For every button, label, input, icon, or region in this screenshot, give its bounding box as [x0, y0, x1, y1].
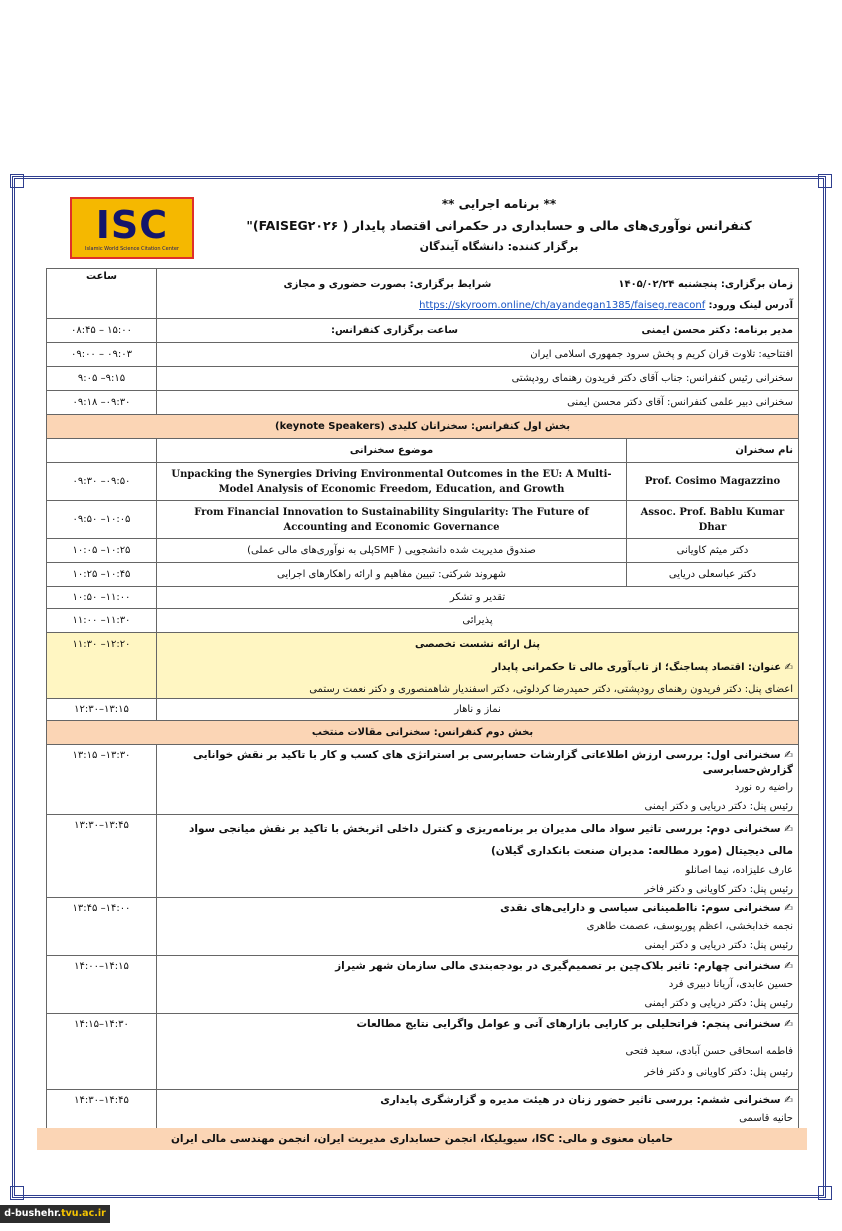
watermark-domain: tvu.ac.ir: [61, 1208, 106, 1219]
frame-corner: [10, 1186, 24, 1200]
row-time: ۱۱:۰۰ –۱۱:۳۰: [47, 609, 157, 633]
table-row: [47, 367, 799, 391]
info-cell: [157, 269, 799, 319]
row-time: [47, 439, 157, 463]
talk-title: بررسی ارزش اطلاعاتی گزارشات حسابرسی بر استراتژی های کسب و کار با تاکید بر نقش خوانایی گزارش‌حسابرسی: [193, 749, 793, 776]
talk-chair: رئیس پنل: دکتر کاویانی و دکتر فاخر: [644, 1067, 793, 1078]
talk-authors: راضیه ره نورد: [734, 782, 793, 793]
row-time: ۱۴:۳۰–۱۴:۴۵: [47, 1090, 157, 1150]
speaker-name: Prof. Cosimo Magazzino: [627, 463, 799, 501]
table-row: [47, 563, 799, 587]
talk-row: [47, 815, 799, 898]
row-time: ۱۴:۰۰–۱۴:۱۵: [47, 956, 157, 1014]
row-time: ۱۲:۳۰–۱۳:۱۵: [47, 699, 157, 721]
conference-date: زمان برگزاری: پنجشنبه ۱۴۰۵/۰۲/۲۴: [618, 278, 793, 290]
row-text: نماز و ناهار: [157, 699, 799, 721]
conference-title: کنفرانس نوآوری‌های مالی و حسابداری در حکمرانی اقتصاد پایدار ( FAISEG۲۰۲۶)": [246, 218, 752, 233]
panel-subject: ✍ عنوان: اقتصاد پساجنگ؛ از تاب‌آوری مالی تا حکمرانی پایدار: [492, 662, 793, 673]
link-label: آدرس لینک ورود:: [708, 299, 793, 311]
conference-hours-label: ساعت برگزاری کنفرانس:: [331, 325, 458, 336]
row-time: ۰۹:۰۰ – ۰۹:۰۳: [47, 343, 157, 367]
logo-text: ISC: [95, 202, 169, 247]
talk-cell: [157, 956, 799, 1014]
row-time: ۱۴:۱۵–۱۴:۳۰: [47, 1014, 157, 1090]
talk-label: ✍ سخنرانی اول:: [706, 749, 793, 761]
frame-corner: [10, 174, 24, 188]
talk-row: [47, 745, 799, 815]
skyroom-link[interactable]: https://skyroom.online/ch/ayandegan1385/faiseg.reaconf: [419, 299, 706, 311]
row-time: ۱۰:۵۰ –۱۱:۰۰: [47, 587, 157, 609]
table-row: [47, 587, 799, 609]
talk-topic: صندوق مدیریت شده دانشجویی ( SMFپلی به نوآوری‌های مالی عملی): [157, 539, 627, 563]
talk-authors: حانیه قاسمی: [739, 1113, 793, 1124]
talk-authors: فاطمه اسحاقی حسن آبادی، سعید فتحی: [625, 1046, 793, 1057]
talk-chair: رئیس پنل: دکتر کاویانی و دکتر فاخر: [644, 884, 793, 895]
talk-label: ✍ سخنرانی ششم:: [696, 1094, 793, 1106]
talk-row: [47, 956, 799, 1014]
table-row: [47, 463, 799, 501]
row-time: ۹:۰۵ –۹:۱۵: [47, 367, 157, 391]
opening-text: افتتاحیه: تلاوت قران کریم و پخش سرود جمهوری اسلامی ایران: [157, 343, 799, 367]
sponsors-bar: حامیان معنوی و مالی: ISC، سیویلیکا، انجمن حسابداری مدیریت ایران، انجمن مهندسی مالی ایران: [37, 1128, 807, 1150]
talk-title: تاثیر بلاک‌چین بر تصمیم‌گیری در بودجه‌بندی مالی سازمان شهر شیراز: [335, 960, 690, 972]
panel-title: پنل ارائه نشست تخصصی: [414, 639, 541, 650]
section2-title: بخش دوم کنفرانس: سخنرانی مقالات منتخب: [47, 721, 799, 745]
program-title: ** برنامه اجرایی **: [441, 197, 557, 211]
conference-conditions: شرایط برگزاری: بصورت حضوری و مجازی: [283, 278, 492, 290]
talk-topic: Unpacking the Synergies Driving Environmental Outcomes in the EU: A Multi-Model Analysis of Economic Freedom, Education, and Growth: [157, 463, 627, 501]
table-row: [47, 391, 799, 415]
row-time: ۱۳:۴۵ –۱۴:۰۰: [47, 898, 157, 956]
row-text: تقدیر و تشکر: [157, 587, 799, 609]
row-text: سخنرانی رئیس کنفرانس: جناب آقای دکتر فریدون رهنمای رودپشتی: [157, 367, 799, 391]
section-header: [47, 721, 799, 745]
panel-row: [47, 633, 799, 699]
talk-chair: رئیس پنل: دکتر دریایی و دکتر ایمنی: [644, 998, 793, 1009]
talk-row: [47, 1014, 799, 1090]
schedule-table: [46, 268, 799, 1150]
talk-title: فراتحلیلی بر کارایی بازارهای آتی و عوامل واگرایی نتایج مطالعات: [356, 1018, 699, 1030]
table-row: [47, 699, 799, 721]
table-row: [47, 319, 799, 343]
talk-authors: عارف علیزاده، نیما اصانلو: [685, 865, 793, 876]
speaker-name: دکتر عباسعلی دریایی: [627, 563, 799, 587]
talk-cell: [157, 1014, 799, 1090]
watermark-prefix: d-bushehr.: [4, 1208, 62, 1219]
isc-logo: [70, 197, 194, 259]
frame-corner: [818, 174, 832, 188]
table-row: [47, 343, 799, 367]
table-header-row: [47, 439, 799, 463]
talk-row: [47, 898, 799, 956]
section-header: [47, 415, 799, 439]
talk-label: ✍ سخنرانی پنجم:: [701, 1018, 793, 1030]
talk-label: ✍ سخنرانی چهارم:: [693, 960, 793, 972]
talk-title: بررسی تاثیر سواد مالی مدیران بر برنامه‌ریزی و کنترل داخلی اثربخش با تاکید بر نقش میانجی سواد مالی دیجیتال (مورد مطالعه: مدیران صنعت بانکداری گیلان): [189, 823, 793, 857]
row-time: ۰۹:۵۰ –۱۰:۰۵: [47, 501, 157, 539]
frame-corner: [818, 1186, 832, 1200]
talk-label: ✍ سخنرانی سوم:: [701, 902, 793, 914]
section1-title: بخش اول کنفرانس: سخنرانان کلیدی (keynote Speakers): [47, 415, 799, 439]
row-time: ۰۸:۴۵ – ۱۵:۰۰: [47, 319, 157, 343]
talk-cell: [157, 898, 799, 956]
talk-label: ✍ سخنرانی دوم:: [706, 823, 793, 835]
row-time: ۱۱:۳۰ –۱۲:۲۰: [47, 633, 157, 699]
info-row: [47, 269, 799, 319]
panel-cell: [157, 633, 799, 699]
row-time: ۰۹:۳۰ –۰۹:۵۰: [47, 463, 157, 501]
row-time: ۰۹:۱۸ –۰۹:۳۰: [47, 391, 157, 415]
speaker-name: Assoc. Prof. Bablu Kumar Dhar: [627, 501, 799, 539]
organizer: برگزار کننده: دانشگاه آیندگان: [419, 240, 579, 253]
talk-authors: نجمه خدابخشی، اعظم پوریوسف، عصمت طاهری: [586, 921, 793, 932]
talk-cell: [157, 815, 799, 898]
speaker-name: دکتر میثم کاویانی: [627, 539, 799, 563]
talk-authors: حسین عابدی، آریانا دبیری فرد: [668, 979, 793, 990]
talk-topic: From Financial Innovation to Sustainability Singularity: The Future of Accounting and Economic Governance: [157, 501, 627, 539]
col-topic: موضوع سخنرانی: [157, 439, 627, 463]
talk-topic: شهروند شرکتی: تبیین مفاهیم و ارائه راهکارهای اجرایی: [157, 563, 627, 587]
table-row: [47, 501, 799, 539]
logo-subtext: Islamic World Science Citation Center: [85, 245, 179, 252]
program-manager: مدیر برنامه: دکتر محسن ایمنی ساعت برگزاری کنفرانس:: [157, 319, 799, 343]
row-time: ۱۳:۳۰–۱۳:۴۵: [47, 815, 157, 898]
time-header: ساعت: [47, 269, 157, 319]
col-speaker: نام سخنران: [627, 439, 799, 463]
talk-title: نااطمینانی سیاسی و دارایی‌های نقدی: [500, 902, 698, 914]
document-header: [200, 193, 798, 257]
row-text: پذیرائی: [157, 609, 799, 633]
row-time: ۱۰:۰۵ –۱۰:۲۵: [47, 539, 157, 563]
table-row: [47, 609, 799, 633]
talk-chair: رئیس پنل: دکتر دریایی و دکتر ایمنی: [644, 940, 793, 951]
talk-cell: [157, 745, 799, 815]
table-row: [47, 539, 799, 563]
panel-members: اعضای پنل: دکتر فریدون رهنمای رودپشتی، دکتر حمیدرضا کردلوئی، دکتر اسفندیار شاهمنصوری و دکتر نعمت رستمی: [309, 684, 793, 695]
row-time: ۱۰:۲۵ –۱۰:۴۵: [47, 563, 157, 587]
talk-title: بررسی تاثیر حضور زنان در هیئت مدیره و گزارشگری پایداری: [380, 1094, 693, 1106]
talk-chair: رئیس پنل: دکتر دریایی و دکتر ایمنی: [644, 801, 793, 812]
row-text: سخنرانی دبیر علمی کنفرانس: آقای دکتر محسن ایمنی: [157, 391, 799, 415]
row-time: ۱۳:۱۵ –۱۳:۳۰: [47, 745, 157, 815]
site-watermark: [0, 1205, 110, 1223]
